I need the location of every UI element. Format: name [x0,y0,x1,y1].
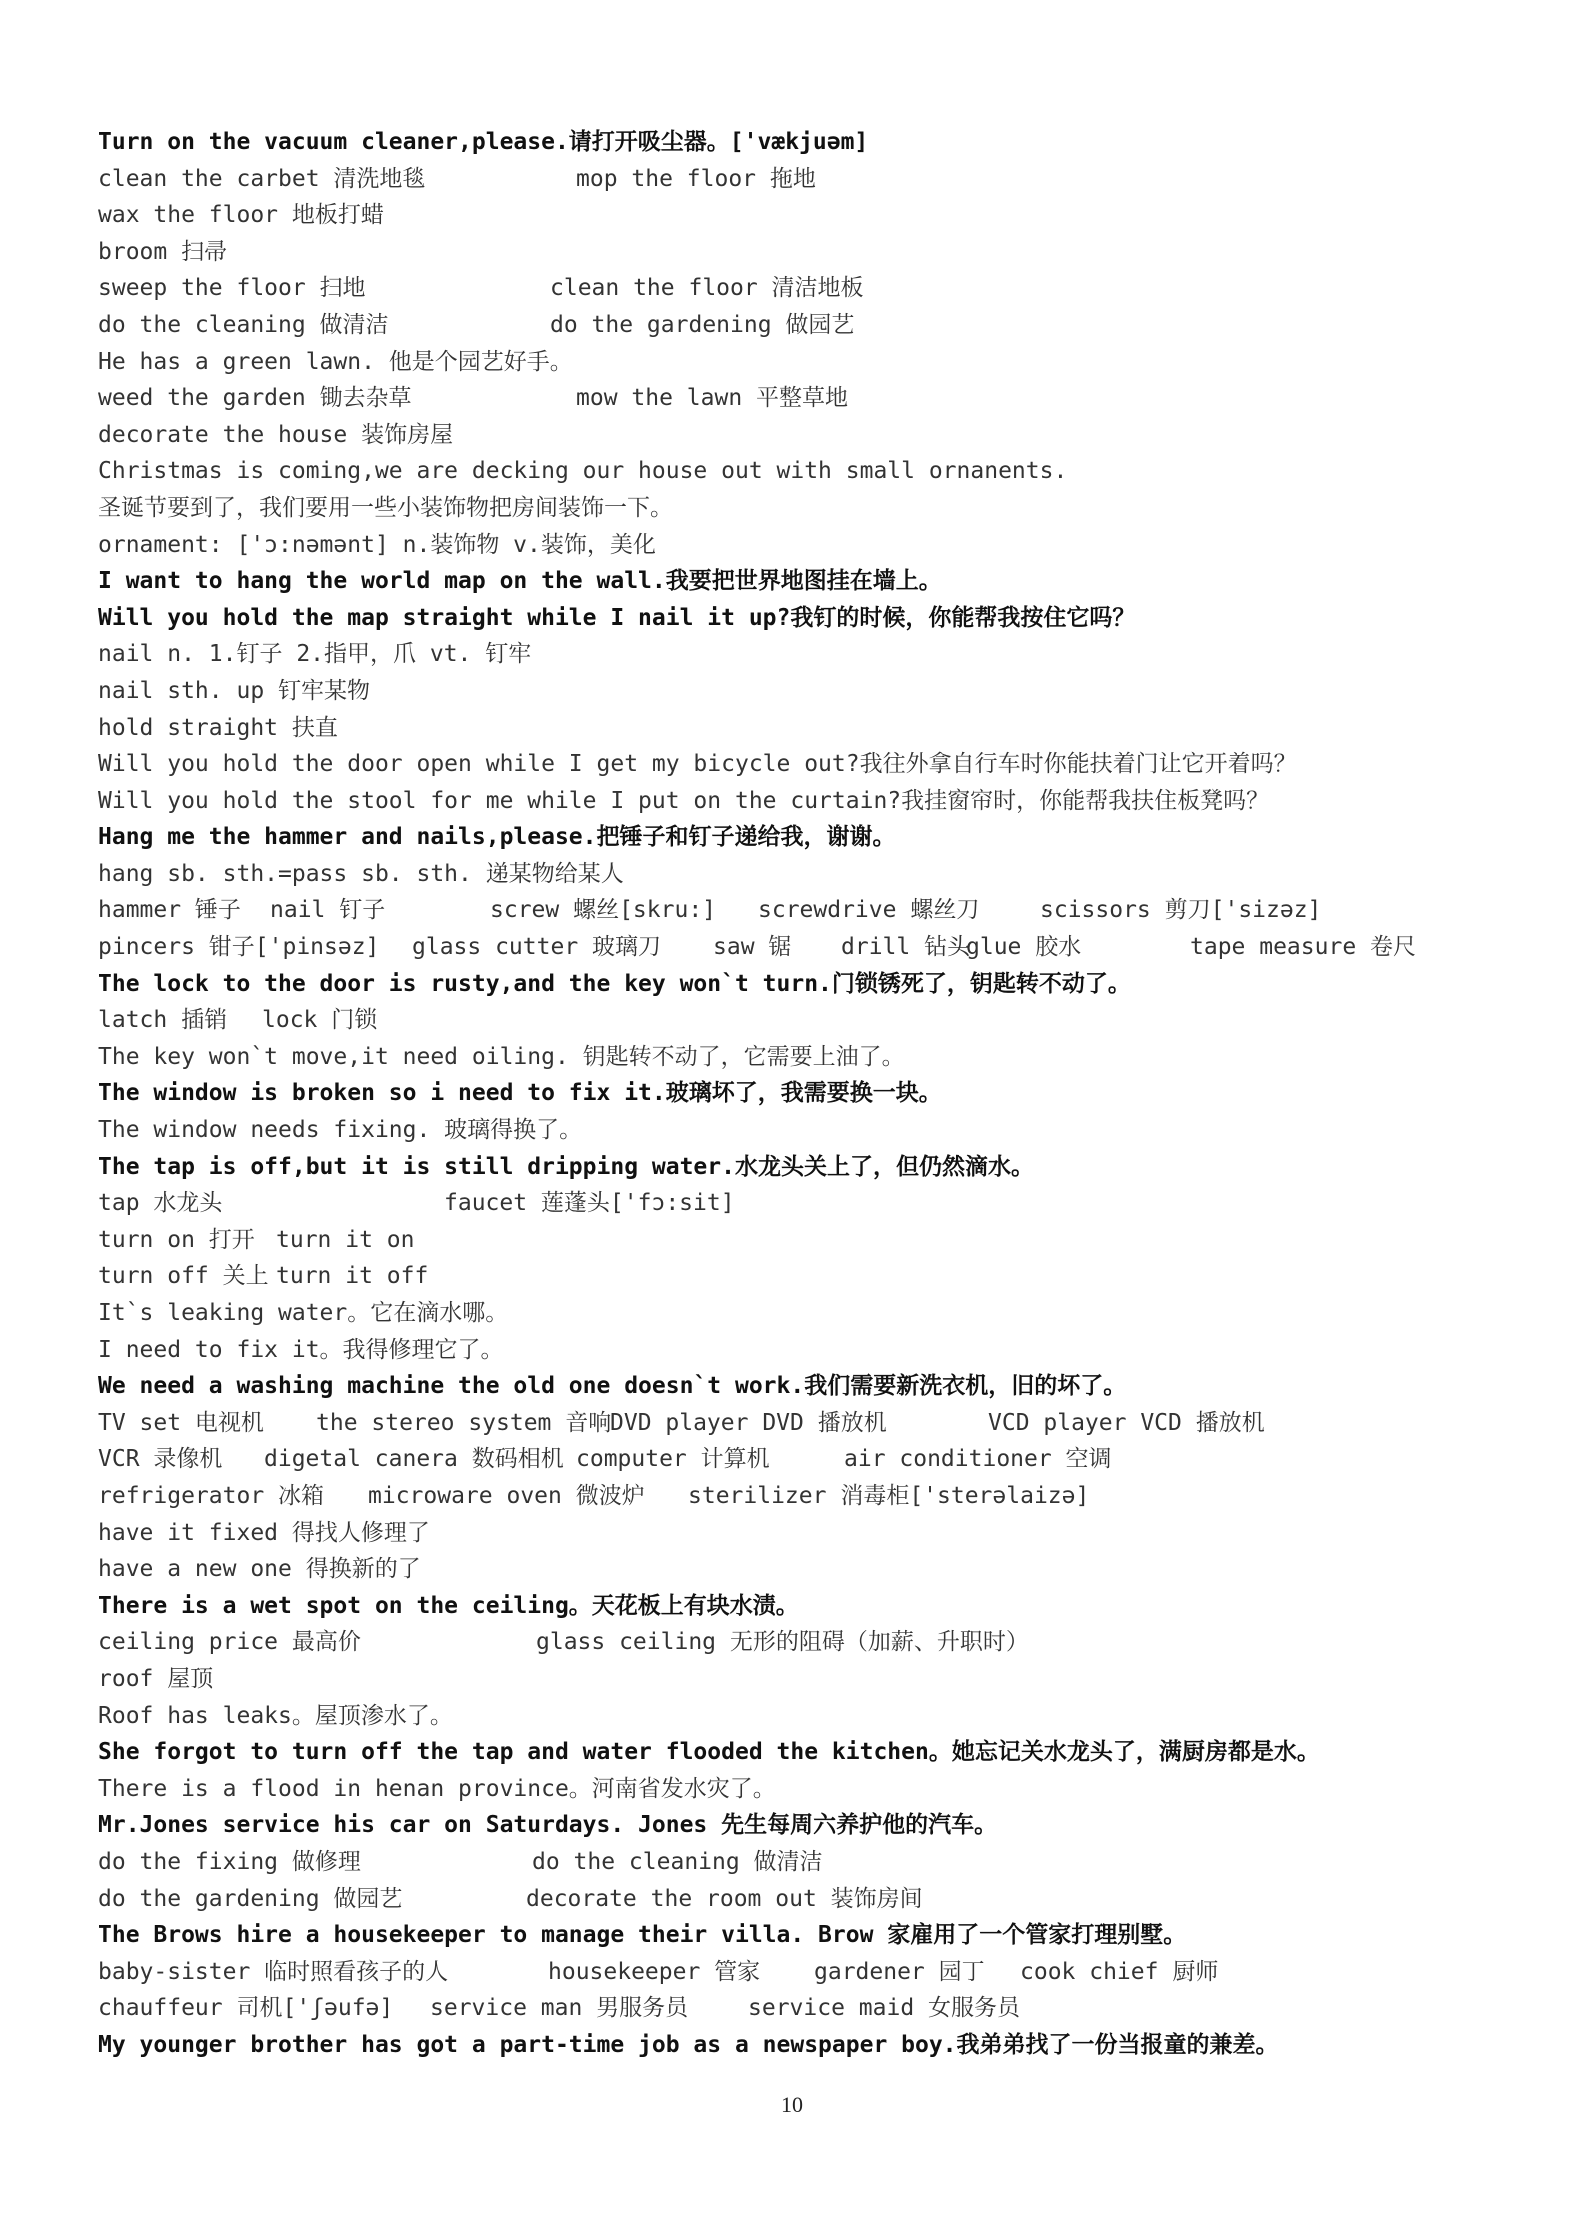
text-line [98,270,1498,307]
text-segment: VCD player VCD 播放机 [988,1409,1265,1436]
text-segment: tape measure 卷尺 [1190,934,1417,961]
text-line [98,1332,1498,1369]
text-segment: hold straight 扶直 [98,714,338,741]
text-segment: clean the carbet 清洗地毯 [98,165,426,192]
text-segment: nail sth. up 钉牢某物 [98,677,371,704]
text-line [98,1075,1498,1112]
text-line [98,417,1498,454]
text-segment: tap 水龙头 [98,1190,223,1217]
text-line [98,1881,1498,1918]
page-number: 10 [781,2092,803,2117]
text-body [98,124,1498,2063]
text-segment: ceiling price 最高价 [98,1629,361,1656]
text-segment: ornament: ['ɔ:nəmənt] n.装饰物 v.装饰，美化 [98,531,656,558]
text-line [98,527,1498,564]
text-segment: He has a green lawn. 他是个园艺好手。 [98,348,573,375]
text-line [98,746,1498,783]
text-segment: I want to hang the world map on the wall.我要把世界地图挂在墙上。 [98,568,942,595]
text-segment: The window is broken so i need to fix it.玻璃坏了，我需要换一块。 [98,1080,942,1107]
text-line [98,453,1498,490]
text-segment: turn it on [276,1226,415,1253]
text-segment: The key won`t move,it need oiling. 钥匙转不动了，它需要上油了。 [98,1043,905,1070]
text-segment: Will you hold the map straight while I nail it up?我钉的时候，你能帮我按住它吗？ [98,604,1136,631]
text-segment: Mr.Jones service his car on Saturdays. Jones 先生每周六养护他的汽车。 [98,1812,998,1839]
text-segment: The window needs fixing. 玻璃得换了。 [98,1117,583,1144]
text-line [98,234,1498,271]
text-line [98,124,1498,161]
text-segment: gardener 园丁 [814,1958,985,1985]
text-line [98,197,1498,234]
text-segment: turn on 打开 [98,1226,255,1253]
text-segment: digetal canera 数码相机 [264,1446,564,1473]
text-segment: lock 门锁 [262,1007,378,1034]
text-line [98,1844,1498,1881]
text-line [98,2027,1498,2064]
text-line [98,1771,1498,1808]
text-segment: pincers 钳子['pinsəz] [98,934,380,961]
text-segment: weed the garden 锄去杂草 [98,385,412,412]
text-segment: Hang me the hammer and nails,please.把锤子和钉子递给我，谢谢。 [98,824,896,851]
text-segment: broom 扫帚 [98,238,228,265]
text-segment: do the fixing 做修理 [98,1848,361,1875]
text-line [98,1588,1498,1625]
text-segment: turn off 关上 [98,1263,269,1290]
text-line [98,1990,1498,2027]
text-segment: latch 插销 [98,1007,228,1034]
text-segment: I need to fix it。我得修理它了。 [98,1336,504,1363]
text-line [98,710,1498,747]
text-segment: hang sb. sth.=pass sb. sth. 递某物给某人 [98,860,624,887]
text-line [98,636,1498,673]
text-segment: clean the floor 清洁地板 [550,275,864,302]
text-line [98,1807,1498,1844]
text-segment: Roof has leaks。屋顶渗水了。 [98,1702,453,1729]
text-segment: It`s leaking water。它在滴水哪。 [98,1300,509,1326]
text-segment: faucet 莲蓬头['fɔ:sit] [444,1190,735,1217]
text-line [98,1149,1498,1186]
text-line [98,673,1498,710]
text-segment: The tap is off,but it is still dripping water.水龙头关上了，但仍然滴水。 [98,1153,1034,1180]
text-line [98,1917,1498,1954]
text-segment: glass ceiling 无形的阻碍（加薪、升职时） [536,1629,1029,1656]
text-segment: TV set 电视机 [98,1409,264,1436]
text-line [98,380,1498,417]
text-line [98,600,1498,637]
text-line [98,1661,1498,1698]
text-segment: Turn on the vacuum cleaner,please.请打开吸尘器。['vækjuəm] [98,129,869,155]
text-segment: saw 锯 [713,934,792,961]
text-segment: computer 计算机 [576,1446,770,1473]
text-line [98,490,1498,527]
text-line [98,1185,1498,1222]
text-line [98,1478,1498,1515]
text-segment: glue 胶水 [966,934,1082,961]
text-segment: scissors 剪刀['sizəz] [1040,897,1322,924]
text-segment: There is a wet spot on the ceiling。天花板上有块水渍。 [98,1592,799,1619]
text-segment: VCR 录像机 [98,1446,223,1473]
text-line [98,1258,1498,1295]
text-line [98,1624,1498,1661]
text-line [98,307,1498,344]
text-line [98,1551,1498,1588]
text-segment: Christmas is coming,we are decking our house out with small ornanents. [98,458,1068,485]
text-line [98,783,1498,820]
text-line [98,892,1498,929]
text-line [98,1295,1498,1332]
text-segment: air conditioner 空调 [844,1446,1112,1473]
text-segment: cook chief 厨师 [1020,1958,1219,1985]
text-segment: 圣诞节要到了，我们要用一些小装饰物把房间装饰一下。 [98,494,673,521]
text-line [98,1112,1498,1149]
text-line [98,344,1498,381]
text-segment: sterilizer 消毒柜['sterəlaizə] [688,1482,1090,1509]
text-segment: wax the floor 地板打蜡 [98,202,384,229]
text-segment: There is a flood in henan province。河南省发水灾了。 [98,1775,776,1802]
text-line [98,1039,1498,1076]
text-line [98,1002,1498,1039]
text-segment: do the gardening 做园艺 [550,311,855,338]
text-line [98,161,1498,198]
text-segment: do the cleaning 做清洁 [532,1848,823,1875]
text-segment: DVD player DVD 播放机 [610,1409,887,1436]
text-segment: baby-sister 临时照看孩子的人 [98,1958,449,1985]
text-segment: housekeeper 管家 [548,1958,761,1985]
text-segment: service man 男服务员 [430,1995,689,2022]
text-line [98,1368,1498,1405]
text-line [98,929,1498,966]
text-line [98,1734,1498,1771]
text-segment: We need a washing machine the old one doesn`t work.我们需要新洗衣机，旧的坏了。 [98,1373,1127,1400]
text-line [98,1405,1498,1442]
text-segment: drill 钻头 [841,934,971,961]
text-line [98,819,1498,856]
text-segment: have a new one 得换新的了 [98,1556,421,1583]
text-segment: do the gardening 做园艺 [98,1885,403,1912]
text-line [98,563,1498,600]
text-segment: have it fixed 得找人修理了 [98,1519,430,1546]
text-segment: The lock to the door is rusty,and the key won`t turn.门锁锈死了，钥匙转不动了。 [98,970,1131,997]
text-segment: The Brows hire a housekeeper to manage their villa. Brow 家雇用了一个管家打理别墅。 [98,1922,1187,1949]
text-segment: mop the floor 拖地 [576,165,816,192]
text-segment: mow the lawn 平整草地 [576,385,849,412]
text-line [98,1222,1498,1259]
text-segment: refrigerator 冰箱 [98,1482,325,1509]
text-segment: Will you hold the stool for me while I put on the curtain?我挂窗帘时，你能帮我扶住板凳吗？ [98,787,1270,814]
text-segment: the stereo system 音响 [316,1409,612,1436]
text-segment: turn it off [276,1263,429,1290]
text-segment: do the cleaning 做清洁 [98,311,389,338]
text-line [98,1441,1498,1478]
text-segment: roof 屋顶 [98,1665,214,1692]
text-segment: service maid 女服务员 [748,1995,1021,2022]
text-segment: hammer 锤子 [98,897,241,924]
text-segment: nail n. 1.钉子 2.指甲，爪 vt. 钉牢 [98,641,532,668]
text-segment: nail 钉子 [270,897,386,924]
text-segment: glass cutter 玻璃刀 [412,934,662,961]
text-segment: She forgot to turn off the tap and water flooded the kitchen。她忘记关水龙头了，满厨房都是水。 [98,1739,1320,1766]
text-segment: decorate the room out 装饰房间 [526,1885,923,1912]
text-segment: decorate the house 装饰房屋 [98,421,454,448]
text-segment: screwdrive 螺丝刀 [758,897,980,924]
text-line [98,966,1498,1003]
text-segment: Will you hold the door open while I get my bicycle out?我往外拿自行车时你能扶着门让它开着吗？ [98,751,1297,778]
text-line [98,1954,1498,1991]
text-segment: My younger brother has got a part-time job as a newspaper boy.我弟弟找了一份当报童的兼差。 [98,2031,1279,2058]
text-segment: sweep the floor 扫地 [98,275,366,302]
text-segment: microware oven 微波炉 [368,1482,645,1509]
text-line [98,1698,1498,1735]
text-line [98,1515,1498,1552]
text-line [98,856,1498,893]
text-segment: chauffeur 司机['ʃəufə] [98,1995,394,2022]
text-segment: screw 螺丝[skru:] [490,897,717,924]
